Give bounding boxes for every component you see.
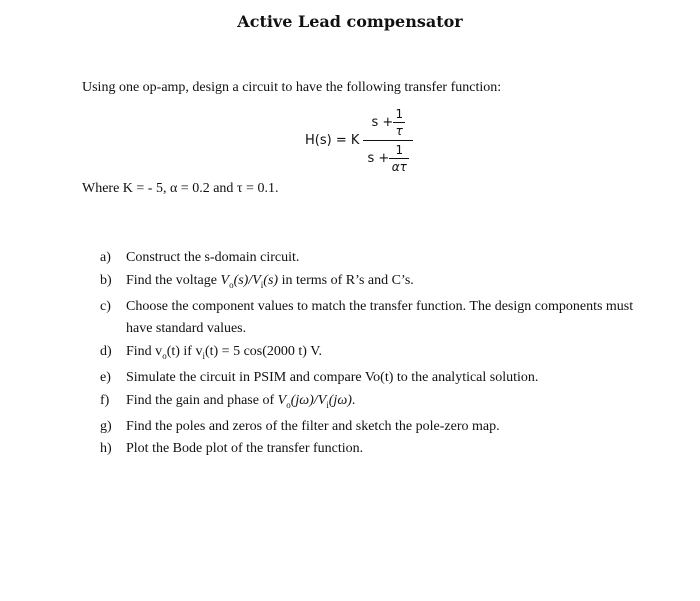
task-label: f) bbox=[100, 392, 110, 408]
where-values: Where K = - 5, α = 0.2 and τ = 0.1. bbox=[82, 181, 279, 196]
denominator-s: s + bbox=[367, 150, 390, 166]
numerator-frac-top: 1 bbox=[395, 106, 404, 121]
task-label: a) bbox=[100, 250, 111, 265]
task-label: g) bbox=[100, 418, 112, 434]
task-text: Find the gain and phase of $V_o(j\omega)/V_i(j\omega)$. bbox=[126, 392, 356, 410]
numerator bbox=[371, 107, 405, 138]
transfer-function-equation bbox=[305, 106, 413, 174]
denominator-fraction bbox=[389, 143, 409, 174]
task-label: d) bbox=[100, 343, 112, 359]
task-label: b) bbox=[100, 272, 112, 288]
numerator-frac-bottom: τ bbox=[395, 123, 403, 138]
task-text: Simulate the circuit in PSIM and compare Vo(t) to the analytical solution. bbox=[126, 370, 539, 386]
task-item bbox=[100, 270, 660, 296]
task-text: Construct the s-domain circuit. bbox=[126, 250, 300, 265]
denominator-frac-top: 1 bbox=[395, 142, 404, 157]
denominator bbox=[367, 143, 409, 174]
task-label: c) bbox=[100, 298, 111, 314]
numerator-fraction bbox=[393, 107, 405, 138]
task-text: Find $v_o(t)$ if $v_i(t) = 5$ cos(2000 t) V. bbox=[126, 343, 323, 361]
intro-text: Using one op-amp, design a circuit to have the following transfer function: bbox=[82, 80, 502, 95]
task-text: Find the poles and zeros of the filter and sketch the pole-zero map. bbox=[126, 418, 500, 434]
task-item bbox=[100, 438, 660, 461]
denominator-frac-bottom: ατ bbox=[391, 159, 407, 174]
document-title: Active Lead compensator bbox=[237, 12, 463, 31]
main-fraction bbox=[363, 107, 413, 174]
fraction-bar bbox=[363, 140, 413, 141]
task-text: Choose the component values to match the transfer function. The design components must have standard values. bbox=[126, 298, 634, 337]
task-label: h) bbox=[100, 441, 112, 457]
task-list bbox=[100, 247, 660, 461]
task-item bbox=[100, 341, 660, 367]
task-label: e) bbox=[100, 370, 111, 386]
equation-lhs: H(s) = K bbox=[305, 132, 360, 148]
task-item bbox=[100, 247, 660, 270]
task-text: Plot the Bode plot of the transfer function. bbox=[126, 441, 364, 457]
task-item bbox=[100, 296, 660, 341]
task-item bbox=[100, 390, 660, 416]
task-item bbox=[100, 367, 660, 390]
numerator-s: s + bbox=[371, 114, 394, 130]
task-item bbox=[100, 416, 660, 439]
task-text: Find the voltage $V_o(s)/V_i(s)$ in terms of R’s and C’s. bbox=[126, 272, 414, 290]
